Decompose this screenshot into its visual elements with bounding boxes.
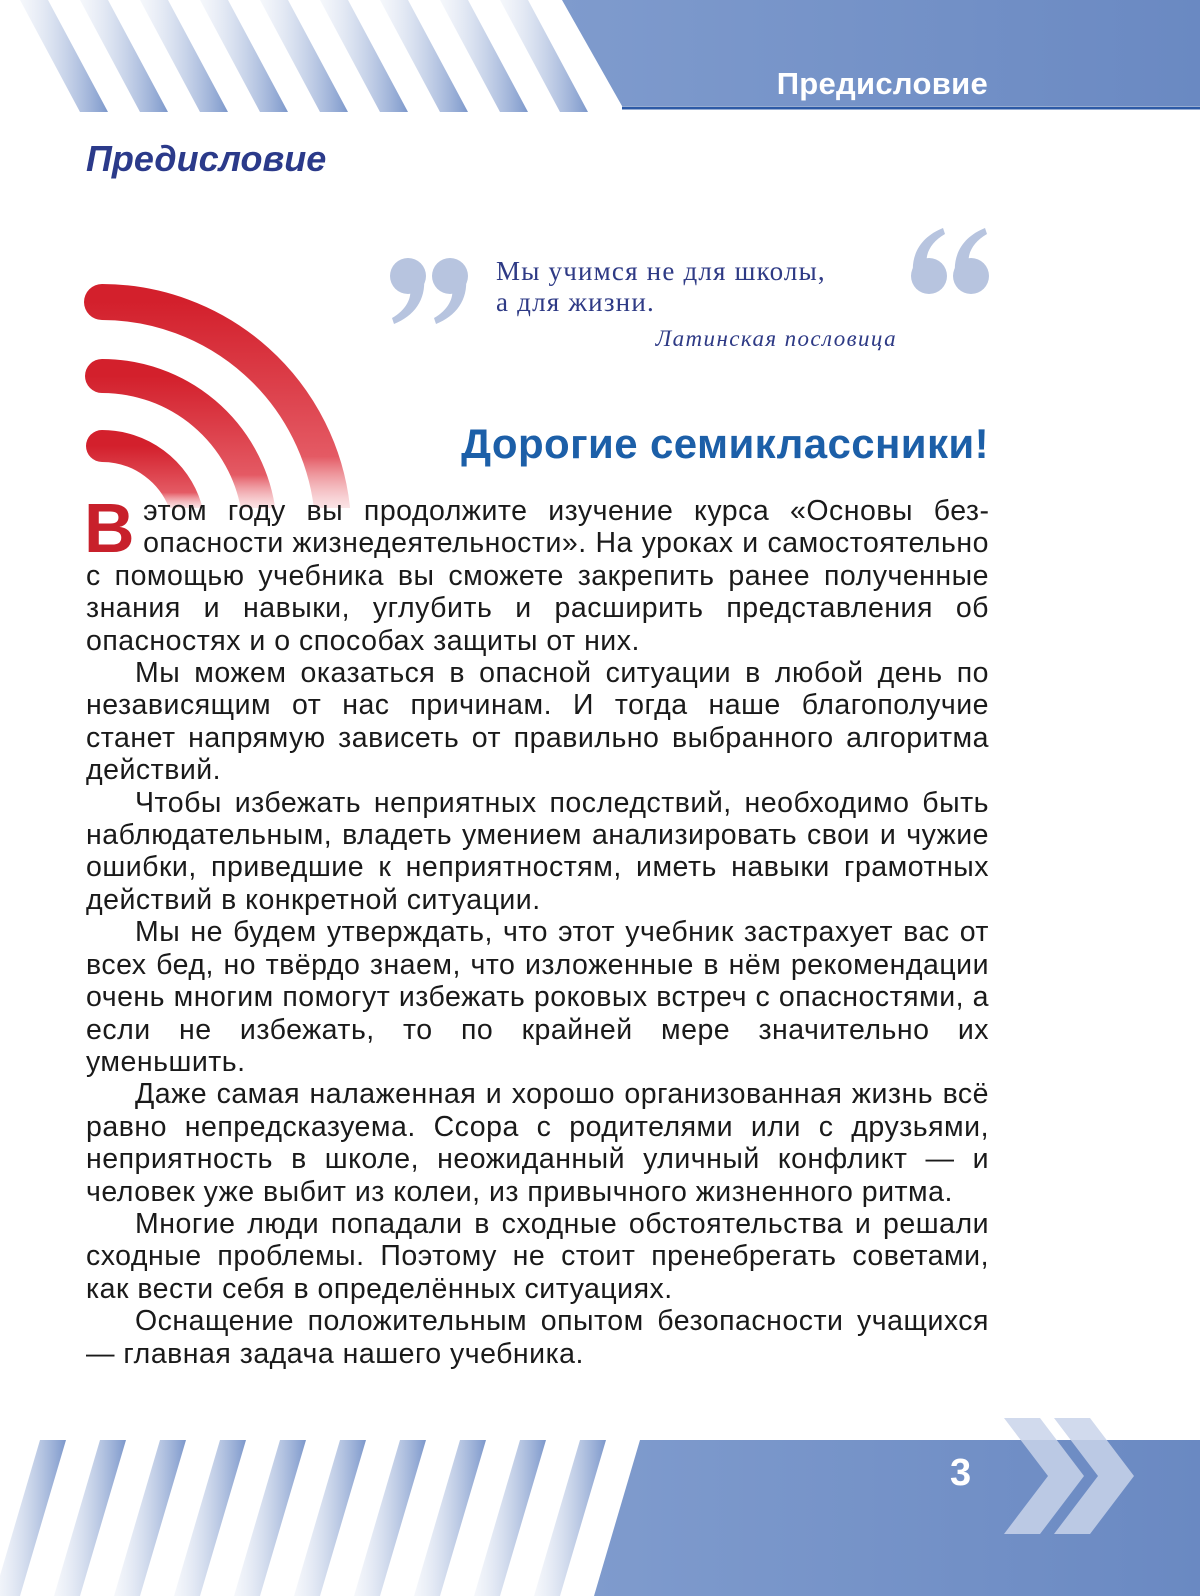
paragraph: Чтобы избежать неприятных последствий, необходимо быть наблюдательным, владеть умением анализировать свои и чужие ошибки, приведшие к неприятностям, иметь навыки грамотных действий в конкретной ситуации. (86, 786, 989, 916)
paragraph: Мы не будем утверждать, что этот учебник застрахует вас от всех бед, но твёрдо знаем, что изложенные в нём рекомендации очень многим помогут избежать роковых встреч с опасностями, а если не избежать, то по крайней мере значительно их уменьшить. (86, 916, 989, 1078)
drop-cap: В (84, 489, 136, 567)
epigraph-line: а для жизни. (496, 287, 655, 317)
paragraph: Оснащение положительным опытом безопасности учащихся — главная задача нашего учебника. (86, 1305, 989, 1370)
double-chevron-right-icon (1000, 1418, 1140, 1534)
signal-arcs-icon (80, 278, 360, 508)
closing-quote-marks-icon (388, 256, 474, 326)
body-text (84, 489, 989, 1370)
paragraph: Мы можем оказаться в опасной ситуации в любой день по независящим от нас причинам. И тогда наше благополучие станет напрямую зависеть от правильно выбранного алгоритма действий. (86, 657, 989, 787)
paragraph-text: этом году вы продолжите изучение курса «Основы безопасности жизнедеятельности». На уроках и самостоятельно с помощью учебника вы сможете закрепить ранее полученные знания и навыки, углубить и расширить представления об опасностях и о способах защиты от них. (86, 495, 989, 657)
running-head: Предисловие (776, 66, 988, 101)
epigraph-quote (496, 256, 906, 318)
paragraph: Даже самая налаженная и хорошо организованная жизнь всё равно непредсказуема. Ссора с родителями или с друзьями, неприятность в школе, неожиданный уличный конфликт — и человек уже выбит из колеи, из привычного жизненного ритма. (86, 1078, 989, 1208)
section-title: Предисловие (86, 138, 327, 179)
page-number: 3 (950, 1452, 972, 1494)
header-band (0, 0, 1200, 112)
epigraph-line: Мы учимся не для школы, (496, 256, 826, 286)
opening-quote-marks-icon (905, 226, 991, 296)
greeting-heading: Дорогие семиклассники! (461, 420, 989, 467)
paragraph: Многие люди попадали в сходные обстоятельства и решали сходные проблемы. Поэтому не стоит пренебрегать советами, как вести себя в определённых ситуациях. (86, 1207, 989, 1305)
paragraph (84, 489, 989, 657)
epigraph-source: Латинская пословица (655, 326, 897, 351)
diagonal-stripes-band (0, 0, 1200, 112)
